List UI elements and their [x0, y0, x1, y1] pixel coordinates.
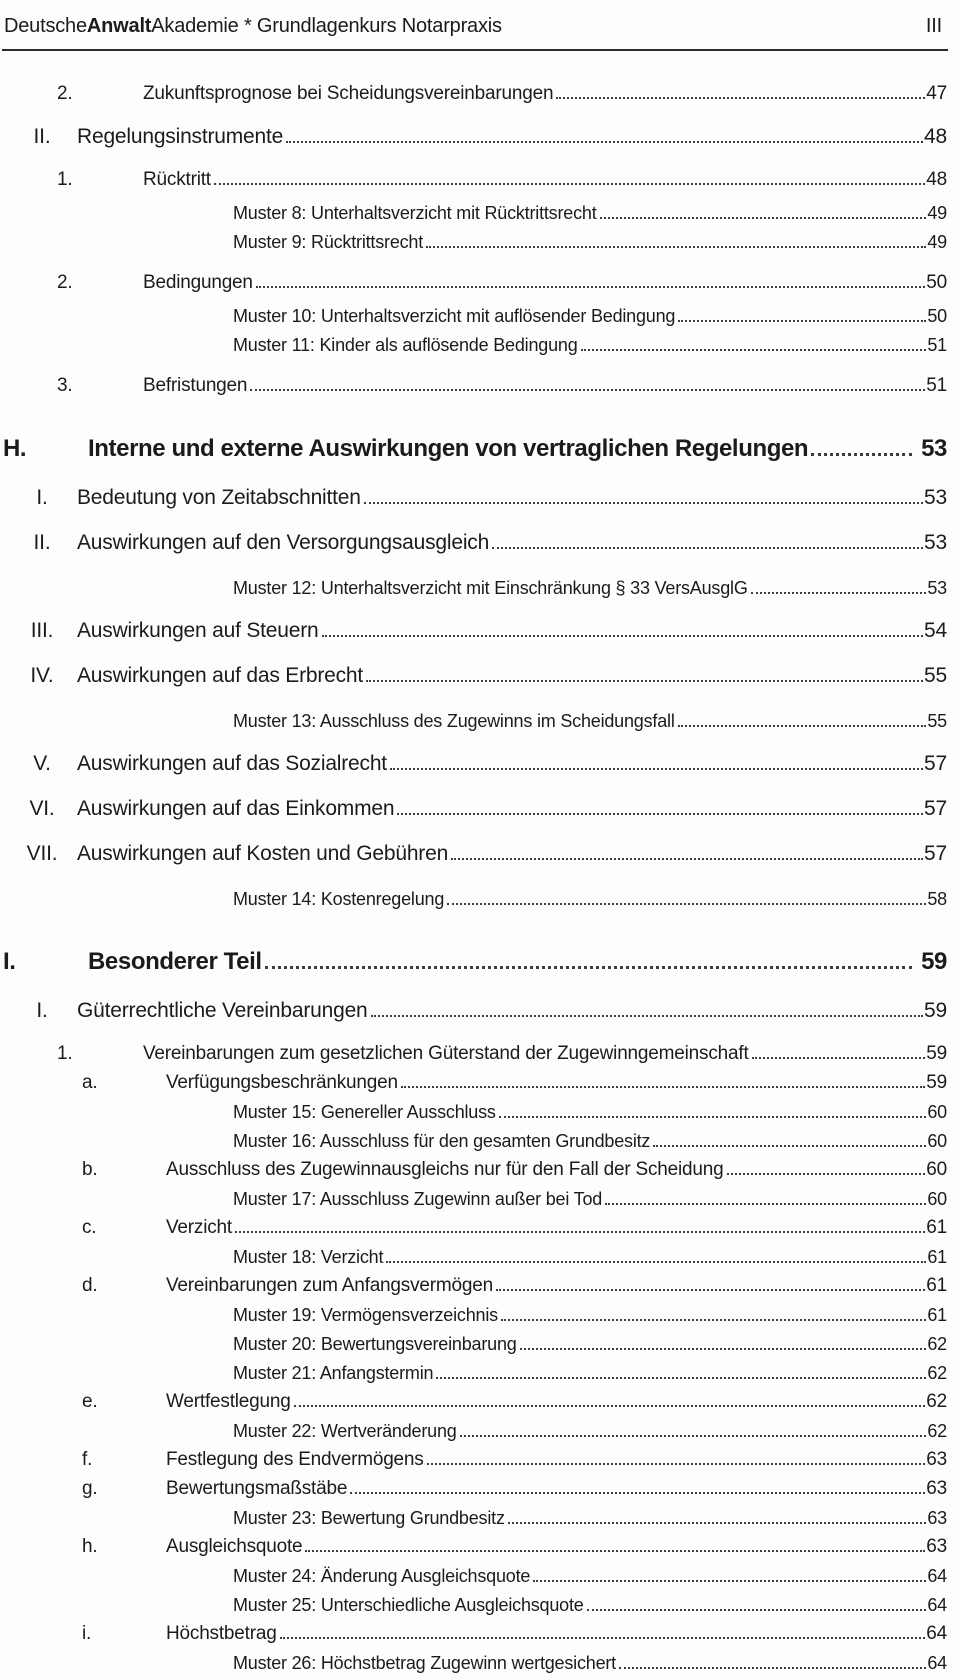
toc-entry — [0, 123, 947, 151]
toc-entry — [0, 887, 947, 911]
toc-entry — [0, 1303, 947, 1327]
toc-entry — [0, 1041, 947, 1066]
leader-dots — [678, 320, 926, 322]
toc-entry-label: g. — [82, 1478, 98, 1499]
toc-entry — [0, 1361, 947, 1385]
leader-dots — [727, 1173, 926, 1175]
header-page-number: III — [925, 15, 942, 37]
leader-dots — [752, 1057, 926, 1059]
toc-entry-title: Muster 22: Wertveränderung — [233, 1421, 457, 1441]
toc-entry-label: V. — [33, 752, 51, 775]
toc-entry-page: 54 — [924, 619, 947, 642]
leader-dots — [401, 1086, 925, 1088]
toc-entry — [0, 1476, 947, 1501]
toc-entry-label: 1. — [57, 169, 73, 190]
toc-entry — [0, 1273, 947, 1298]
leader-dots — [390, 768, 923, 770]
leader-dots — [501, 1319, 926, 1321]
toc-entry-label: VI. — [29, 797, 55, 820]
toc-entry-title: Muster 26: Höchstbetrag Zugewinn wertgesichert — [233, 1653, 616, 1673]
toc-entry — [0, 81, 947, 106]
toc-entry — [0, 1129, 947, 1153]
leader-dots — [256, 286, 925, 288]
leader-dots — [426, 246, 926, 248]
toc-entry — [0, 1215, 947, 1240]
leader-dots — [235, 1231, 925, 1233]
leader-dots — [619, 1667, 926, 1669]
leader-dots — [460, 1435, 927, 1437]
toc-entry-label: H. — [3, 435, 27, 462]
toc-entry-title: Muster 10: Unterhaltsverzicht mit auflösender Bedingung — [233, 306, 676, 326]
toc-entry-page: 64 — [927, 1566, 947, 1586]
toc-entry-label: 2. — [57, 83, 73, 104]
toc-entry-label: III. — [30, 619, 54, 642]
leader-dots — [811, 453, 912, 456]
toc-entry-page: 62 — [926, 1391, 947, 1412]
leader-dots — [322, 635, 924, 637]
toc-entry — [0, 1187, 947, 1211]
toc-entry — [0, 750, 947, 778]
toc-entry-label: e. — [82, 1391, 98, 1412]
leader-dots — [350, 1492, 925, 1494]
leader-dots — [366, 680, 923, 682]
header-title-part3: Akademie * Grundlagenkurs Notarpraxis — [151, 15, 502, 37]
toc-entry-title: Befristungen — [143, 375, 248, 396]
toc-entry — [0, 1332, 947, 1356]
toc-entry-page: 53 — [924, 531, 947, 554]
toc-entry-title: Muster 24: Änderung Ausgleichsquote — [233, 1566, 531, 1586]
toc-entry — [0, 1100, 947, 1124]
toc-entry-page: 51 — [926, 375, 947, 396]
toc-entry-title: Vereinbarungen zum Anfangsvermögen — [166, 1275, 493, 1296]
header-title-part1: Deutsche — [4, 15, 87, 37]
toc-entry-page: 62 — [927, 1363, 947, 1383]
leader-dots — [605, 1203, 926, 1205]
toc-entry-title: Festlegung des Endvermögens — [166, 1449, 424, 1470]
leader-dots — [751, 592, 927, 594]
toc-entry-page: 50 — [927, 306, 947, 326]
leader-dots — [364, 502, 923, 504]
toc-entry-label: IV. — [30, 664, 54, 687]
toc-entry-title: Ausschluss des Zugewinnausgleichs nur für den Fall der Scheidung — [166, 1159, 724, 1180]
leader-dots — [600, 217, 927, 219]
toc-entry-title: Muster 23: Bewertung Grundbesitz — [233, 1508, 505, 1528]
toc-entry-page: 55 — [924, 664, 947, 687]
toc-entry-title: Muster 17: Ausschluss Zugewinn außer bei Tod — [233, 1189, 603, 1209]
toc-entry-title: Muster 25: Unterschiedliche Ausgleichsquote — [233, 1595, 584, 1615]
toc-entry-title: Auswirkungen auf das Erbrecht — [77, 664, 364, 687]
toc-entry-page: 63 — [926, 1536, 947, 1557]
toc-entry-title: Besonderer Teil — [88, 948, 262, 975]
toc-entry-page: 48 — [924, 125, 947, 148]
leader-dots — [499, 1116, 927, 1118]
toc-entry — [0, 1245, 947, 1269]
toc-entry-page: 59 — [926, 1072, 947, 1093]
toc-entry — [0, 795, 947, 823]
toc-entry-title: Güterrechtliche Vereinbarungen — [77, 999, 368, 1022]
toc-entry-title: Bedeutung von Zeitabschnitten — [77, 486, 361, 509]
toc-entry-label: II. — [33, 125, 51, 148]
toc-entry-label: h. — [82, 1536, 98, 1557]
toc-entry-page: 61 — [926, 1217, 947, 1238]
toc-entry-title: Bewertungsmaßstäbe — [166, 1478, 348, 1499]
toc-entry-page: 64 — [927, 1595, 947, 1615]
leader-dots — [436, 1377, 926, 1379]
toc-entry-label: d. — [82, 1275, 98, 1296]
leader-dots — [451, 858, 923, 860]
toc-entry-page: 60 — [926, 1159, 947, 1180]
toc-entry — [0, 167, 947, 192]
toc-entry — [0, 1447, 947, 1472]
leader-dots — [371, 1015, 924, 1017]
leader-dots — [447, 903, 926, 905]
toc-entry-page: 60 — [927, 1102, 947, 1122]
toc-entry — [0, 304, 947, 328]
leader-dots — [305, 1550, 925, 1552]
toc-entry-page: 49 — [927, 203, 947, 223]
toc-entry — [0, 529, 947, 557]
page-header — [0, 0, 960, 40]
toc-entry — [0, 1070, 947, 1095]
toc-entry-label: b. — [82, 1159, 98, 1180]
toc-entry-title: Auswirkungen auf das Einkommen — [77, 797, 395, 820]
toc-entry-title: Muster 15: Genereller Ausschluss — [233, 1102, 496, 1122]
toc-entry-page: 47 — [926, 83, 947, 104]
toc-entry-page: 53 — [921, 435, 947, 462]
toc-entry-title: Auswirkungen auf das Sozialrecht — [77, 752, 387, 775]
toc-entry-title: Muster 20: Bewertungsvereinbarung — [233, 1334, 517, 1354]
header-title — [4, 12, 502, 40]
toc-entry-page: 60 — [927, 1189, 947, 1209]
leader-dots — [280, 1637, 926, 1639]
leader-dots — [492, 547, 923, 549]
leader-dots — [265, 966, 912, 969]
toc-entry-title: Muster 8: Unterhaltsverzicht mit Rücktrittsrecht — [233, 203, 597, 223]
toc-entry-label: a. — [82, 1072, 98, 1093]
toc-entry-page: 59 — [921, 948, 947, 975]
toc-entry-page: 63 — [926, 1478, 947, 1499]
toc-entry-label: i. — [82, 1623, 92, 1644]
toc-entry-label: 3. — [57, 375, 73, 396]
toc-entry-page: 60 — [927, 1131, 947, 1151]
toc-entry-page: 62 — [927, 1334, 947, 1354]
toc-entry-page: 53 — [927, 578, 947, 598]
toc-entry-page: 63 — [927, 1508, 947, 1528]
toc-entry-label: c. — [82, 1217, 97, 1238]
toc-entry — [0, 840, 947, 868]
toc-entry-title: Muster 18: Verzicht — [233, 1247, 384, 1267]
toc-entry-page: 57 — [924, 842, 947, 865]
toc-entry-title: Wertfestlegung — [166, 1391, 291, 1412]
toc-entry — [0, 333, 947, 357]
toc-entry — [0, 997, 947, 1025]
toc-entry — [0, 484, 947, 512]
toc-entry-title: Verfügungsbeschränkungen — [166, 1072, 398, 1093]
toc-entry-title: Verzicht — [166, 1217, 232, 1238]
leader-dots — [508, 1522, 927, 1524]
toc-entry-page: 64 — [926, 1623, 947, 1644]
toc-entry — [0, 576, 947, 600]
toc-entry-title: Vereinbarungen zum gesetzlichen Güterstand der Zugewinngemeinschaft — [143, 1043, 749, 1064]
toc-entry-title: Muster 11: Kinder als auflösende Bedingung — [233, 335, 578, 355]
toc-entry — [0, 1564, 947, 1588]
toc-entry-page: 51 — [927, 335, 947, 355]
table-of-contents — [0, 51, 960, 1675]
toc-entry-title: Muster 9: Rücktrittsrecht — [233, 232, 424, 252]
toc-entry-page: 62 — [927, 1421, 947, 1441]
toc-entry-title: Interne und externe Auswirkungen von vertraglichen Regelungen — [88, 435, 809, 462]
toc-entry — [0, 1534, 947, 1559]
toc-entry-page: 61 — [927, 1247, 947, 1267]
leader-dots — [587, 1609, 927, 1611]
toc-entry-title: Rücktritt — [143, 169, 211, 190]
toc-entry-title: Muster 13: Ausschluss des Zugewinns im Scheidungsfall — [233, 711, 675, 731]
leader-dots — [214, 183, 925, 185]
toc-entry-label: II. — [33, 531, 51, 554]
toc-entry — [0, 945, 947, 979]
toc-entry — [0, 432, 947, 466]
toc-entry — [0, 1419, 947, 1443]
toc-entry-page: 61 — [927, 1305, 947, 1325]
toc-entry — [0, 270, 947, 295]
leader-dots — [397, 813, 923, 815]
toc-entry-label: 1. — [57, 1043, 73, 1064]
toc-entry — [0, 662, 947, 690]
leader-dots — [581, 349, 927, 351]
toc-entry-page: 48 — [926, 169, 947, 190]
leader-dots — [386, 1261, 926, 1263]
toc-entry-title: Muster 14: Kostenregelung — [233, 889, 445, 909]
header-title-part2: Anwalt — [86, 15, 152, 37]
toc-entry-title: Auswirkungen auf Steuern — [77, 619, 319, 642]
leader-dots — [533, 1580, 926, 1582]
toc-entry-page: 57 — [924, 797, 947, 820]
toc-entry — [0, 1621, 947, 1646]
toc-entry-label: VII. — [26, 842, 58, 865]
toc-entry-page: 57 — [924, 752, 947, 775]
toc-entry-title: Bedingungen — [143, 272, 253, 293]
toc-entry — [0, 1651, 947, 1675]
toc-entry-page: 49 — [927, 232, 947, 252]
toc-entry-title: Ausgleichsquote — [166, 1536, 303, 1557]
toc-entry-title: Muster 16: Ausschluss für den gesamten Grundbesitz — [233, 1131, 651, 1151]
leader-dots — [556, 97, 925, 99]
toc-entry-page: 58 — [927, 889, 947, 909]
toc-entry — [0, 1157, 947, 1182]
toc-entry-title: Muster 19: Vermögensverzeichnis — [233, 1305, 498, 1325]
toc-entry-page: 59 — [924, 999, 947, 1022]
toc-entry — [0, 373, 947, 398]
toc-entry — [0, 1593, 947, 1617]
toc-entry-page: 64 — [927, 1653, 947, 1673]
leader-dots — [653, 1145, 926, 1147]
leader-dots — [520, 1348, 927, 1350]
toc-entry-page: 55 — [927, 711, 947, 731]
leader-dots — [294, 1405, 926, 1407]
toc-entry — [0, 230, 947, 254]
toc-entry-label: 2. — [57, 272, 73, 293]
toc-entry-page: 61 — [926, 1275, 947, 1296]
toc-entry — [0, 1506, 947, 1530]
toc-entry-page: 63 — [926, 1449, 947, 1470]
toc-entry-title: Höchstbetrag — [166, 1623, 277, 1644]
toc-entry — [0, 201, 947, 225]
toc-entry-label: I. — [36, 486, 48, 509]
toc-entry-title: Muster 12: Unterhaltsverzicht mit Einschränkung § 33 VersAusglG — [233, 578, 748, 598]
toc-entry-title: Zukunftsprognose bei Scheidungsvereinbarungen — [143, 83, 554, 104]
toc-entry-page: 59 — [926, 1043, 947, 1064]
toc-entry-title: Auswirkungen auf den Versorgungsausgleich — [77, 531, 490, 554]
toc-entry — [0, 617, 947, 645]
toc-entry-title: Auswirkungen auf Kosten und Gebühren — [77, 842, 449, 865]
toc-entry-title: Regelungsinstrumente — [77, 125, 284, 148]
leader-dots — [427, 1463, 926, 1465]
leader-dots — [678, 725, 927, 727]
toc-entry-title: Muster 21: Anfangstermin — [233, 1363, 434, 1383]
toc-entry-label: I. — [36, 999, 48, 1022]
toc-entry-label: I. — [3, 948, 16, 975]
leader-dots — [250, 389, 925, 391]
toc-entry-label: f. — [82, 1449, 93, 1470]
toc-entry-page: 50 — [926, 272, 947, 293]
toc-entry-page: 53 — [924, 486, 947, 509]
leader-dots — [496, 1289, 925, 1291]
toc-entry — [0, 1389, 947, 1414]
toc-entry — [0, 709, 947, 733]
leader-dots — [286, 141, 923, 143]
